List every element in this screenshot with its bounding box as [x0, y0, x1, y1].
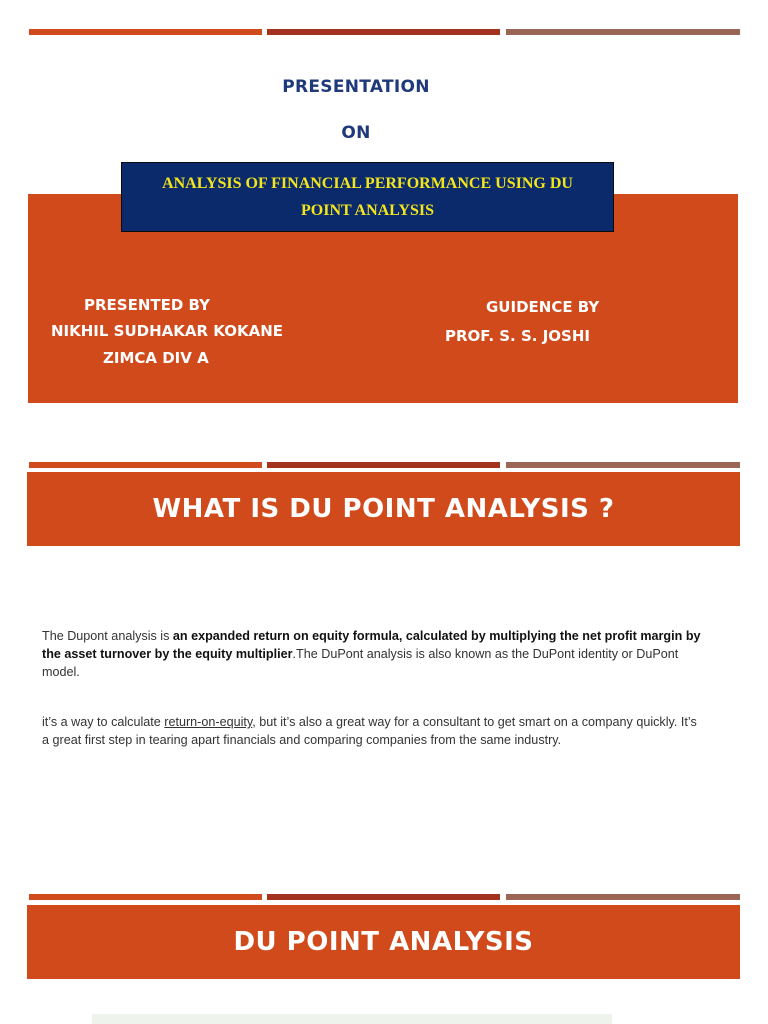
bar-segment-orange: [29, 29, 262, 35]
presentation-title: [162, 170, 573, 224]
slide2-top-bars: [29, 462, 740, 468]
bar-segment-orange: [29, 462, 262, 468]
presentation-label: PRESENTATION: [282, 77, 430, 97]
p1-start: The Dupont analysis is: [42, 629, 173, 643]
slide3-top-bars: [29, 894, 740, 900]
p1-end: .The DuPont analysis is also known as the DuPont identity or DuPont model.: [42, 647, 679, 679]
presented-by-label: PRESENTED BY: [84, 296, 211, 314]
p2-end: , but it’s also a great way for a consultant to get smart on a company quickly. It’s a great first step in tearing apart financials and comparing companies from the same industry.: [42, 715, 697, 747]
guidance-label: GUIDENCE BY: [486, 298, 600, 316]
p1-bold: an expanded return on equity formula, calculated by multiplying the net profit margin by the asset turnover by the equity multiplier: [42, 629, 701, 661]
presenter-class: ZIMCA DIV A: [103, 349, 209, 367]
p2-start: it’s a way to calculate: [42, 715, 165, 729]
slide1-top-bars: [29, 29, 740, 35]
on-label: ON: [341, 123, 371, 143]
bar-segment-taupe: [506, 894, 740, 900]
slide3-heading: DU POINT ANALYSIS: [233, 927, 534, 957]
presenter-name: NIKHIL SUDHAKAR KOKANE: [51, 322, 284, 340]
dupont-definition-paragraph: [42, 627, 702, 681]
bar-segment-orange: [29, 894, 262, 900]
bar-segment-red: [267, 29, 500, 35]
next-slide-edge: [92, 1014, 612, 1024]
return-on-equity-link[interactable]: return-on-equity: [164, 715, 253, 729]
slide3-header: [27, 905, 740, 979]
presentation-title-line2: POINT ANALYSIS: [301, 202, 434, 219]
bar-segment-red: [267, 462, 500, 468]
guide-name: PROF. S. S. JOSHI: [445, 327, 590, 345]
presentation-title-line1: ANALYSIS OF FINANCIAL PERFORMANCE USING DU: [162, 175, 573, 192]
slide2-header: [27, 472, 740, 546]
presentation-title-box: [121, 162, 614, 232]
dupont-usage-paragraph: [42, 713, 702, 749]
bar-segment-taupe: [506, 29, 740, 35]
slide2-heading: WHAT IS DU POINT ANALYSIS ?: [152, 494, 615, 524]
bar-segment-taupe: [506, 462, 740, 468]
bar-segment-red: [267, 894, 500, 900]
